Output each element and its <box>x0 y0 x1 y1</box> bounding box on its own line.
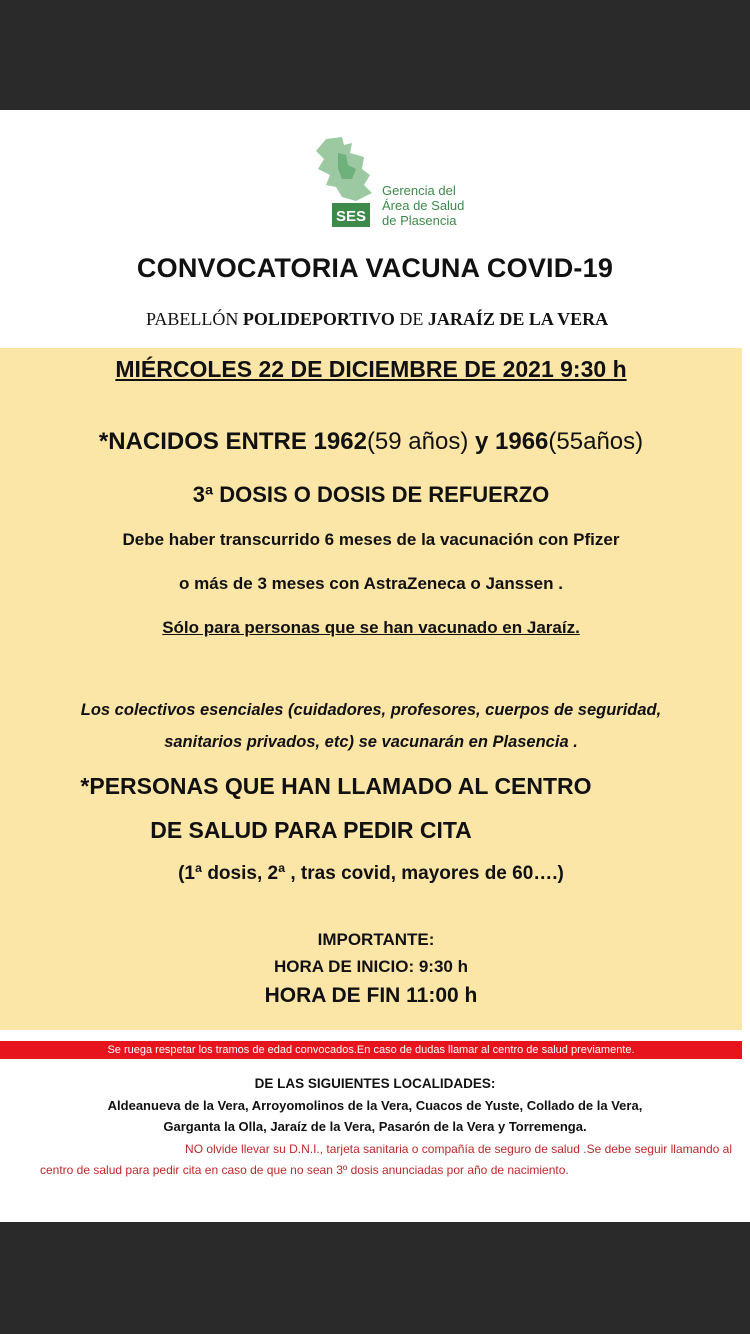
notice-panel <box>0 348 742 1030</box>
red-banner: Se ruega respetar los tramos de edad convocados.En caso de dudas llamar al centro de salud previamente. <box>0 1041 742 1059</box>
personas-detail: (1ª dosis, 2ª , tras covid, mayores de 60….) <box>178 863 564 884</box>
nacidos-b: (59 años) <box>366 428 469 455</box>
venue <box>146 309 608 330</box>
nacidos-c: y 1966 <box>468 428 549 455</box>
logo-text <box>382 183 464 228</box>
hora-inicio: HORA DE INICIO: 9:30 h <box>274 957 468 976</box>
colectivos-line-1: Los colectivos esenciales (cuidadores, profesores, cuerpos de seguridad, <box>80 701 662 719</box>
debe-line-2: o más de 3 meses con AstraZeneca o Janssen . <box>179 574 563 593</box>
dosis-line: 3ª DOSIS O DOSIS DE REFUERZO <box>192 482 550 507</box>
logo-line-1: Gerencia del <box>382 183 456 198</box>
ses-logo <box>312 135 512 235</box>
nacidos-d: (55años) <box>548 428 644 455</box>
personas-line-2: DE SALUD PARA PEDIR CITA <box>150 817 472 843</box>
nacidos-a: *NACIDOS ENTRE 1962 <box>98 428 367 455</box>
svg-text:SES: SES <box>335 208 367 225</box>
solo-line: Sólo para personas que se han vacunado en Jaraíz. <box>162 618 580 637</box>
hora-fin: HORA DE FIN 11:00 h <box>264 984 478 1007</box>
logo-line-2: Área de Salud <box>382 198 465 213</box>
nacidos-line <box>0 428 742 456</box>
venue-mid: DE <box>399 309 424 329</box>
venue-bold-2: JARAÍZ DE LA VERA <box>427 309 609 329</box>
localidades-line-1: Aldeanueva de la Vera, Arroyomolinos de la Vera, Cuacos de Yuste, Collado de la Vera, <box>107 1098 643 1113</box>
bottom-dark-bar <box>0 1222 750 1334</box>
logo-line-3: de Plasencia <box>382 213 457 228</box>
venue-bold-1: POLIDEPORTIVO <box>242 309 395 329</box>
colectivos-line-2: sanitarios privados, etc) se vacunarán en Plasencia . <box>164 733 578 751</box>
page-title: CONVOCATORIA VACUNA COVID-19 <box>136 253 614 283</box>
localidades-line-2: Garganta la Olla, Jaraíz de la Vera, Pasarón de la Vera y Torremenga. <box>163 1119 587 1134</box>
personas-line-1: *PERSONAS QUE HAN LLAMADO AL CENTRO <box>80 773 592 799</box>
notice-document <box>0 110 750 1222</box>
top-dark-bar <box>0 0 750 110</box>
debe-line-1: Debe haber transcurrido 6 meses de la vacunación con Pfizer <box>122 530 620 549</box>
note-line-1: NO olvide llevar su D.N.I., tarjeta sanitaria o compañía de seguro de salud .Se debe seguir llamando al <box>185 1142 732 1156</box>
date-line: MIÉRCOLES 22 DE DICIEMBRE DE 2021 9:30 h <box>115 356 627 382</box>
venue-prefix: PABELLÓN <box>146 309 239 329</box>
importante-heading: IMPORTANTE: <box>317 930 435 949</box>
note-line-2: centro de salud para pedir cita en caso de que no sean 3º dosis anunciadas por año de nacimiento. <box>40 1163 569 1177</box>
localidades-heading: DE LAS SIGUIENTES LOCALIDADES: <box>254 1076 496 1091</box>
extremadura-map-icon <box>312 135 382 230</box>
